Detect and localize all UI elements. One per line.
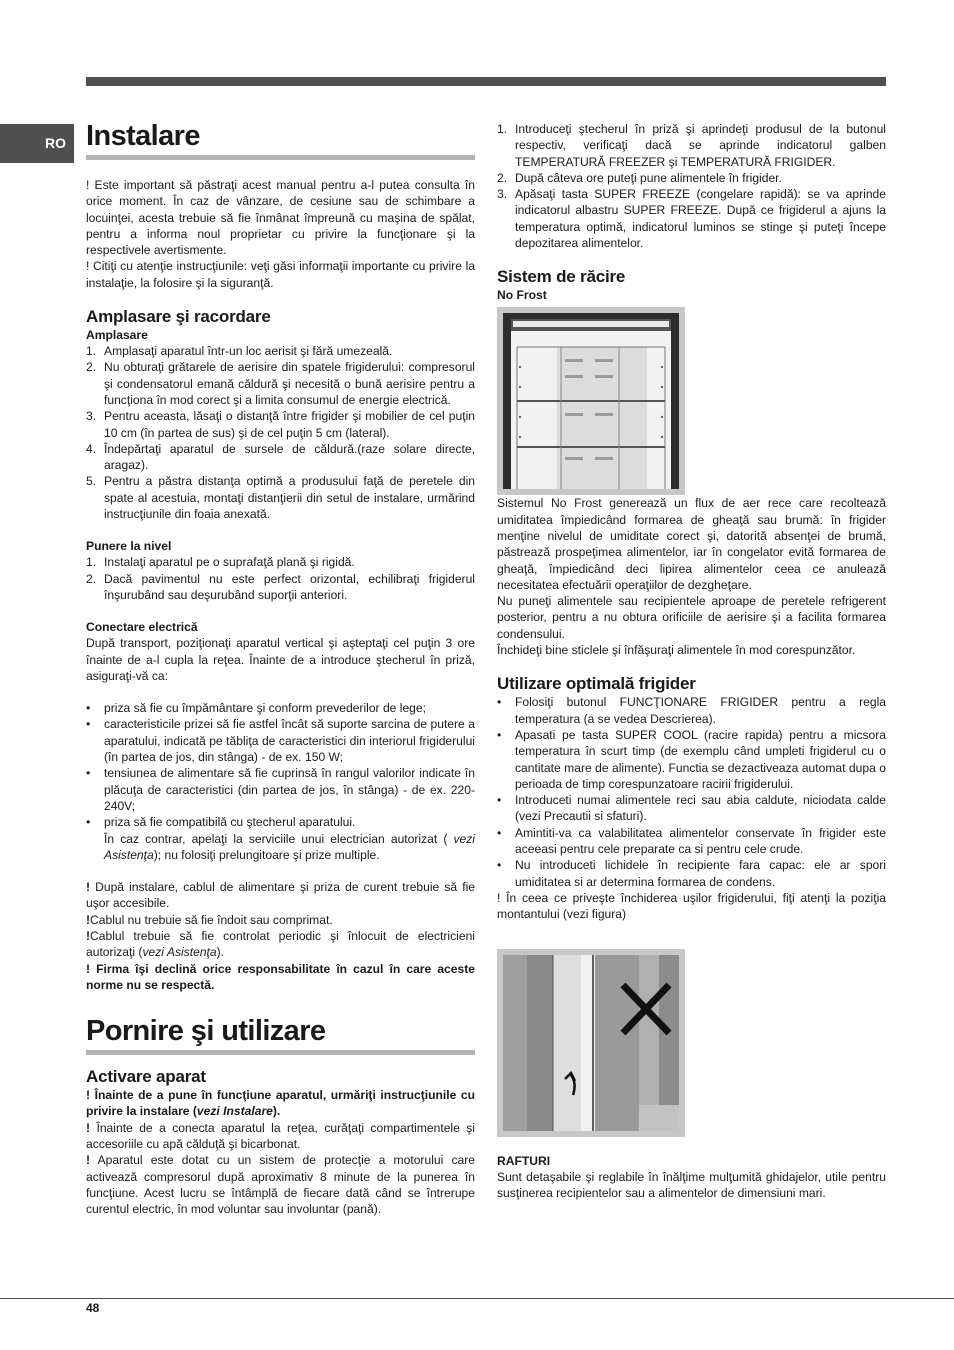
warning-2: !Cablul nu trebuie să fie îndoit sau comprimat. (86, 912, 333, 927)
list-item: 1. Amplasaţi aparatul într-un loc aerisit şi fără umezeală. (86, 344, 393, 359)
list-item: 4. Îndepărtaţi aparatul de sursele de căldură.(raze solare directe, aragaz). (86, 441, 475, 473)
section-title-start: Pornire şi utilizare (86, 1015, 475, 1055)
heading-optimal-use: Utilizare optimală frigider (497, 674, 696, 694)
footer-rule (0, 1298, 954, 1299)
electrical-list (86, 700, 475, 863)
heading-activation: Activare aparat (86, 1067, 206, 1087)
list-item: 5. Pentru a păstra distanţa optimă a produsului faţă de peretele din spate al acestuia, montaţi distanţierii din setul de instalare, urmărind instrucţiunile din foaia anexată. (86, 474, 475, 522)
list-item: • Folosiţi butonul FUNCŢIONARE FRIGIDER pentru a regla temperatura (a se vedea Descrierea). (497, 695, 886, 726)
heading-cooling-system: Sistem de răcire (497, 267, 626, 287)
activation-note-2: ! Înainte de a conecta aparatul la reţea, curăţaţi compartimentele şi accesoriile cu apă călduţă şi bicarbonat. (86, 1120, 475, 1152)
optimal-use-list (497, 694, 886, 890)
language-tab: RO (0, 124, 74, 163)
subheading-no-frost: No Frost (497, 288, 547, 303)
list-item: • Introduceti numai alimentele reci sau abia caldute, niciodata calde (vezi Precautii si sfaturi). (497, 793, 886, 824)
fridge-interior-illustration (497, 307, 685, 495)
shelves-description: Sunt detaşabile şi reglabile în înălţime mulţumită ghidajelor, utile pentru susţinerea recipientelor sau a alimentelor de dimensiuni mari. (497, 1169, 886, 1200)
list-item: 3. Apăsaţi tasta SUPER FREEZE (congelare rapidă): se va aprinde indicatorul albastru SUPER FREEZE. După ce frigiderul a ajuns la temperatura optimă, indicatorul luminos se stinge şi puteţi începe depozitarea alimentelor. (497, 187, 886, 251)
electrical-note: În caz contrar, apelaţi la serviciile unui electrician autorizat ( vezi Asistenţa); nu folosiţi prelungitoare şi prize multiple. (104, 831, 475, 862)
leveling-list (86, 554, 475, 603)
placement-list (86, 343, 475, 522)
intro-paragraph: ! Este important să păstraţi acest manual pentru a-l putea consulta în orice moment. În caz de vânzare, de cesiune sau de schimbare a locuinţei, acesta trebuie să fie înmânat împreună cu maşina de spălat, pentru a informa noul proprietar cu privire la funcţionare şi la respectivele avertismente. (86, 178, 475, 258)
list-item: • tensiunea de alimentare să fie cuprinsă în rangul valorilor indicate în plăcuţa de caracteristici (din partea de jos, în stânga) - de ex. 220-240V; (86, 766, 475, 813)
activation-note-1: ! Înainte de a pune în funcţiune aparatul, urmăriţi instrucţiunile cu privire la instalare (vezi Instalare). (86, 1088, 475, 1119)
no-frost-description: Sistemul No Frost generează un flux de aer rece care recoltează umiditatea împiedicând formarea de gheaţă sau brumă: în frigider menţine nivelul de umiditate corect şi, datorită absenţei de brumă, păstrează prospeţimea alimentelor, iar în congelator evită formarea de gheaţă, împiedicând deci lipirea alimentelor ceea ce anulează necesitatea efectuării operaţiilor de dezgheţare. (497, 496, 886, 592)
door-icon (497, 949, 685, 1137)
top-rule (86, 77, 886, 86)
list-item: 2. Nu obturaţi grătarele de aerisire din spatele frigiderului: compresorul şi condensatorul emană căldură şi necesită o bună aerisire pentru a funcţiona în mod corect şi a limita consumul de energie electrică. (86, 360, 475, 407)
activation-note-3: ! Aparatul este dotat cu un sistem de protecţie a motorului care activează compresorul după aproximativ 8 minute de la punerea în funcţiune. Acest lucru se întâmplă de fiecare dată când se întrerupe curentul electric, în mod voluntar sau involuntar (pană). (86, 1153, 475, 1217)
warning-3: !Cablul trebuie să fie controlat periodic şi înlocuit de electricieni autorizaţi (vezi Asistenţa). (86, 928, 475, 960)
list-item: • priza să fie cu împământare şi conform prevederilor de lege; (86, 701, 426, 716)
subheading-leveling: Punere la nivel (86, 539, 172, 554)
no-frost-note-2: Închideţi bine sticlele şi înfăşuraţi alimentele în mod corespunzător. (497, 643, 856, 658)
fridge-icon (497, 307, 685, 495)
list-item: • Amintiti-va ca valabilitatea alimentelor conservate în frigider este aceeasi pentru cele preparate ca si pentru cele crude. (497, 825, 886, 857)
intro-paragraph-2: ! Citiţi cu atenţie instrucţiunile: veţi găsi informaţii importante cu privire la instalaţie, la folosire şi la siguranţă. (86, 259, 475, 290)
heading-placement: Amplasare şi racordare (86, 307, 271, 327)
subheading-shelves: RAFTURI (497, 1153, 551, 1168)
list-item: • caracteristicile prizei să fie astfel încât să suporte sarcina de putere a aparatului, indicată pe tăbliţa de caracteristici din interiorul frigiderului (în partea de jos, din stânga) - de ex. 150 W; (86, 717, 475, 765)
list-item: 1. Instalaţi aparatul pe o suprafaţă plană şi rigidă. (86, 555, 355, 570)
right-column (497, 121, 886, 1201)
list-item: 3. Pentru aceasta, lăsaţi o distanţă între frigider şi mobilier de cel puţin 10 cm (în partea de sus) şi de cel puţin 5 cm (lateral). (86, 409, 475, 440)
list-item: • Apasati pe tasta SUPER COOL (racire rapida) pentru a micsora temperatura în scurt timp (de exemplu când umpleti frigiderul cu o cantitate mare de alimente). Functia se dezactiveaza automat dupa o perioada de timp corespunzatoare racirii frigiderului. (497, 727, 886, 791)
section-title-installation: Instalare (86, 120, 475, 160)
electrical-intro: După transport, poziţionaţi aparatul vertical şi aşteptaţi cel puţin 3 ore înainte de a-l cupla la reţea. Înainte de a introduce ştecherul în priză, asiguraţi-vă ca: (86, 636, 475, 683)
list-item: 1. Introduceţi ştecherul în priză şi aprindeţi produsul de la butonul respectiv, verificaţi dacă se aprinde indicatorul galben TEMPERATURĂ FREEZER şi TEMPERATURĂ FRIGIDER. (497, 122, 886, 169)
startup-list (497, 121, 886, 251)
list-item: • Nu introduceti lichidele în recipiente fara capac: ele ar spori umiditatea si ar determina formarea de condens. (497, 858, 886, 889)
no-frost-note: Nu puneţi alimentele sau recipientele aproape de peretele refrigerent posterior, pentru a nu obtura orificiile de aerisire şi a facilita formarea condensului. (497, 594, 886, 641)
page-number: 48 (86, 1301, 100, 1315)
warning-4: ! Firma îşi declină orice responsabilitate în cazul în care aceste norme nu se respectă. (86, 961, 475, 992)
list-item: 2. După câteva ore puteţi pune alimentele în frigider. (497, 170, 782, 185)
door-mullion-illustration (497, 949, 685, 1137)
left-column (86, 120, 475, 1218)
list-item: • priza să fie compatibilă cu ştecherul aparatului. În caz contrar, apelaţi la serviciile unui electrician autorizat ( vezi Asistenţa); nu folosiţi prelungitoare şi prize multiple. (86, 815, 475, 862)
subheading-electrical: Conectare electrică (86, 620, 198, 635)
subheading-placement: Amplasare (86, 328, 148, 343)
list-item: 2. Dacă pavimentul nu este perfect orizontal, echilibraţi frigiderul înşurubând sau deşurubând suporţii anteriori. (86, 571, 475, 602)
warning-1: ! După instalare, cablul de alimentare şi priza de curent trebuie să fie uşor accesibile. (86, 880, 475, 911)
door-closing-note: ! În ceea ce priveşte închiderea uşilor frigiderului, fiţi atenţi la poziţia montantului (vezi figura) (497, 890, 886, 922)
